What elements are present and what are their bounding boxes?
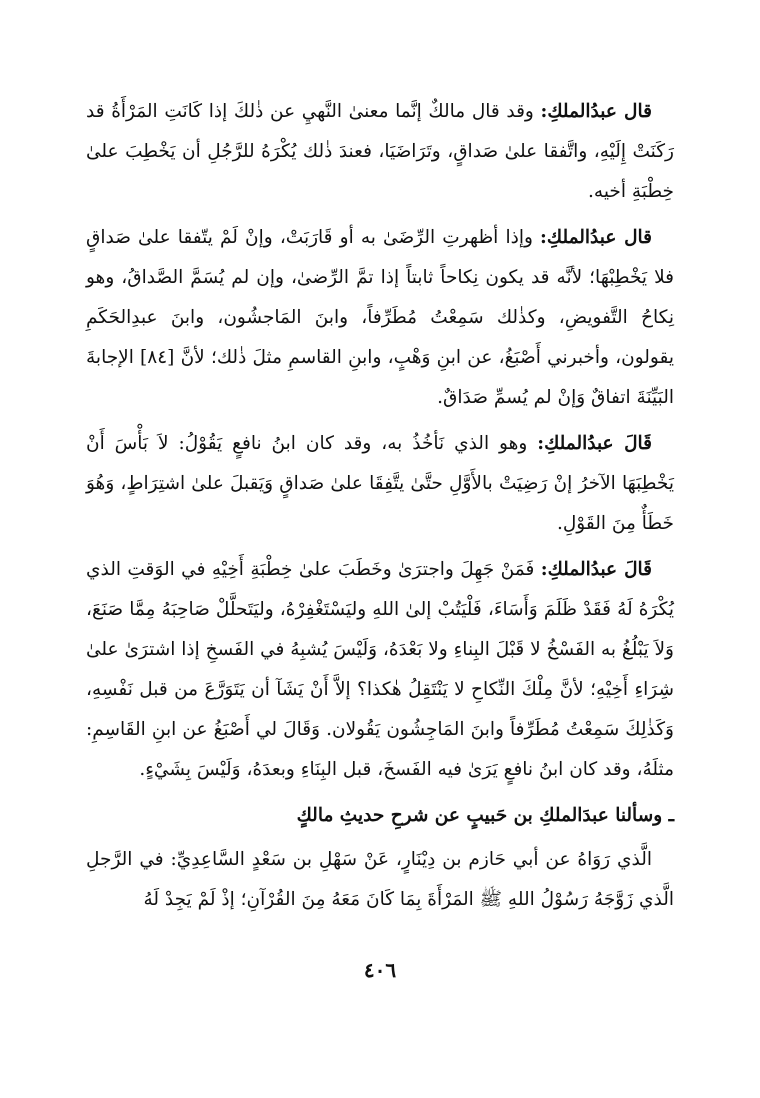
paragraph-5: الَّذي رَوَاهُ عن أبي حَازم بن دِيْنَارٍ، عَنْ سَهْلِ بن سَعْدٍ السَّاعِدِيِّ: في الرَّجلِ الَّذي زَوَّجَهُ رَسُوْلُ اللهِ ﷺ المَرْأَةَ بِمَا كَانَ مَعَهُ مِنَ القُرْآنِ؛ إذْ لَمْ يَجِدْ لَهُ [86,849,674,910]
speaker-label: قَالَ عبدُالملكِ: [537,433,653,454]
paragraph-text: وقد قال مالكٌ إنَّما معنىٰ النَّهيِ عن ذٰلكَ إذا كَانَتِ المَرْأَةُ قد رَكَنَتْ إِلَيْهِ، واتَّفقا علىٰ صَداقٍ، وتَرَاضَيَا، فعندَ ذٰلك يُكْرَهُ للرَّجُلِ أن يَخْطِبَ علىٰ خِطْبَةِ أخيه. [86,101,674,202]
paragraph-1 [86,92,674,212]
page-body [86,92,674,926]
paragraph-2 [86,218,674,418]
section-heading: ـ وسألنا عبدَالملكِ بن حَبيبٍ عن شرحِ حديثِ مالكٍ [296,805,674,826]
paragraph-text: وإذا أظهرتِ الرِّضَىٰ به أو قَارَبَتْ، وإنْ لَمْ يتّفقا علىٰ صَداقٍ فلا يَخْطِبْهَا؛ لأنَّه قد يكون نِكاحاً ثابتاً إذا تمَّ الرِّضىٰ، وإن لم يُسَمَّ الصَّداقُ، وهو نِكاحُ التَّفويضِ، وكذٰلك سَمِعْتُ مُطَرِّفاً، وابنَ المَاجشُون، وابنَ عبدِالحَكَمِ يقولون، وأخبرني أَصْبَغُ، عن ابنِ وَهْبٍ، وابنِ القاسمِ مثلَ ذٰلك؛ لأنَّ [٨٤] الإجابةَ البَيِّنَةَ اتفاقٌ وَإنْ لم يُسمِّ صَدَاقٌ. [86,227,674,408]
paragraph-3 [86,424,674,544]
speaker-label: قَالَ عبدُالملكِ: [540,559,652,580]
paragraph-text: وهو الذي نَأخُذُ به، وقد كان ابنُ نافعٍ يَقُوْلُ: لاَ بَأْسَ أَنْ يَخْطِبَهَا الآخرُ إنْ رَضِيَتْ بالأَوَّلِ حتَّىٰ يتَّفِقَا علىٰ صَداقٍ وَيَقبلَ علىٰ اشتِرَاطٍ، وَهُوَ خَطَأٌ مِنَ القَوْلِ. [86,433,674,534]
speaker-label: قال عبدُالملكِ: [540,227,652,248]
page-number: ٤٠٦ [363,958,397,982]
speaker-label: قال عبدُالملكِ: [540,101,652,122]
paragraph-4 [86,550,674,790]
paragraph-text: فَمَنْ جَهِلَ واجترَىٰ وخَطَبَ علىٰ خِطْبَةِ أَخِيْهِ في الوَقتِ الذي يُكْرَهُ لَهُ فَقَدْ ظَلَمَ وَأَسَاءَ، فَلْيَتُبْ إلىٰ اللهِ وليَسْتَغْفِرْهُ، وليَتَحلَّلْ صَاحِبَهُ مِمَّا صَنَعَ، وَلاَ يَبْلُغُ به الفَسْخُ لا قَبْلَ البِناءِ ولا بَعْدَهُ، وَلَيْسَ يُشبِهُ في الفَسخِ إذا اشترَىٰ علىٰ شِرَاءِ أَخِيْهِ؛ لأنَّ مِلْكَ النِّكاحِ لا يَنْتَقِلُ هٰكذا؟ إلاَّ أَنْ يَشَآ أن يَتَوَرَّعَ من قبل نَفْسِهِ، وَكَذٰلِكَ سَمِعْتُ مُطَرِّفاً وابنَ المَاجِشُون يَقُولان. وَقَالَ لي أَصْبَغُ عن ابنِ القَاسِمِ: مثلَهُ، وقد كان ابنُ نافعٍ يَرَىٰ فيه الفَسخَ، قبل البِنَاءِ وبعدَهُ، وَلَيْسَ بِشَيْءٍ. [86,559,674,780]
